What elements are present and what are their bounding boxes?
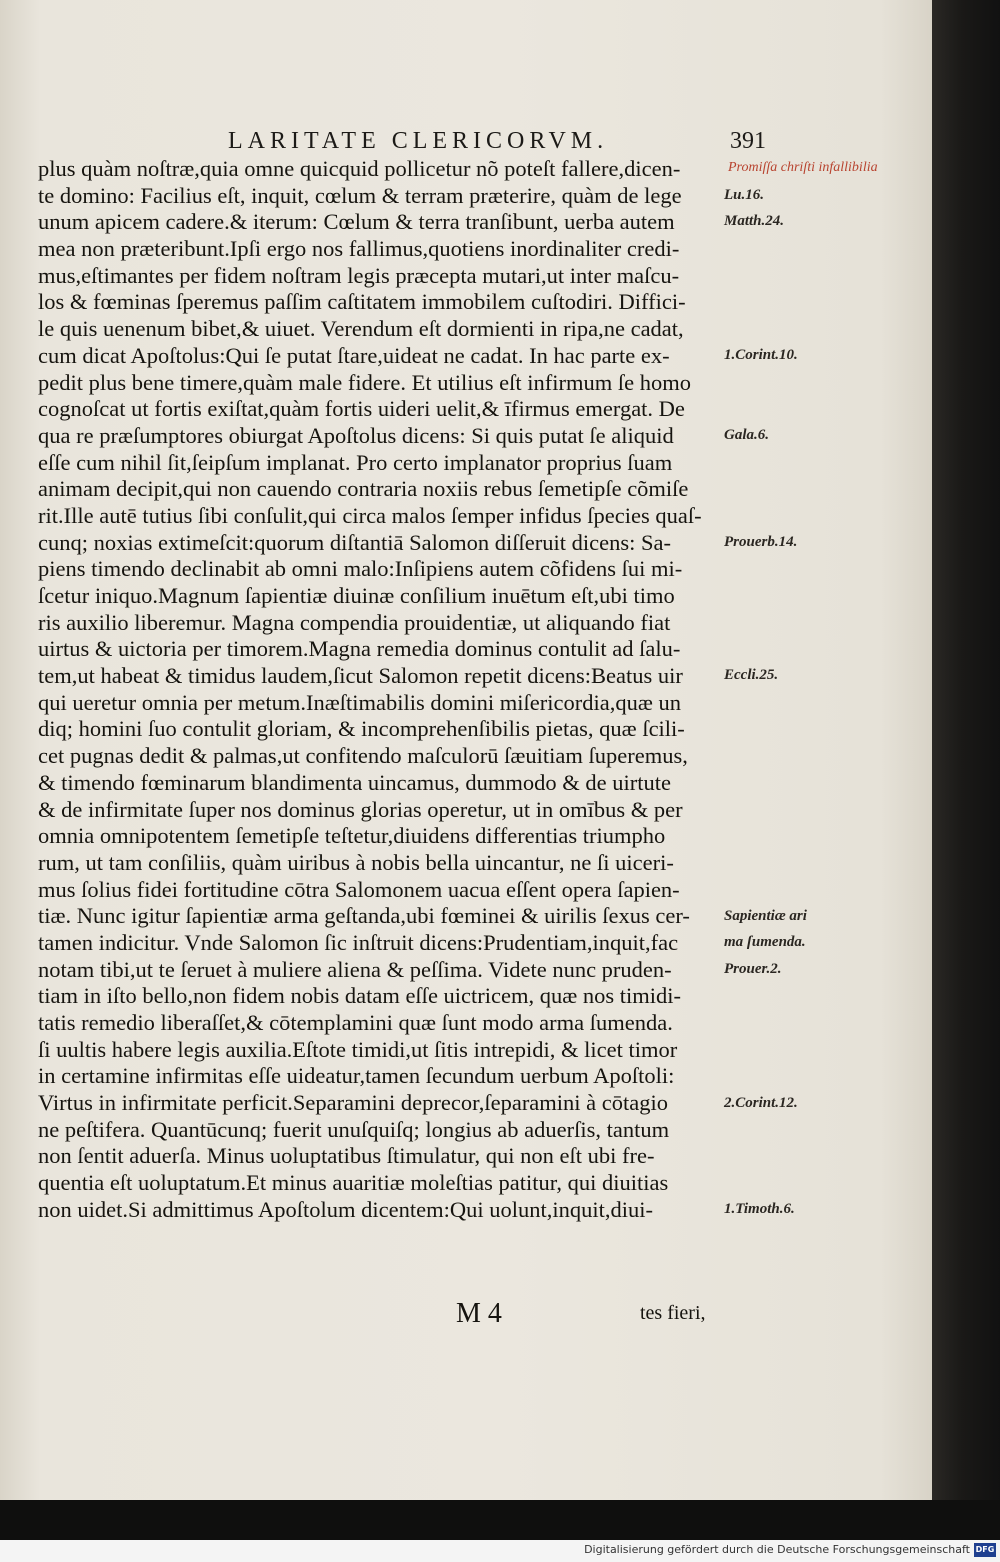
text-line: diq; homini ſuo contulit gloriam, & incomprehenſibilis pietas, quæ ſcili- [38, 716, 685, 742]
margin-note: Prouer.2. [724, 961, 782, 977]
text-line: cognoſcat ut fortis exiſtat,quàm fortis uideri uelit,& īfirmus emergat. De [38, 396, 685, 422]
catchword: tes fieri, [640, 1302, 706, 1324]
margin-note: 2.Corint.12. [724, 1094, 798, 1111]
text-line: qua re præſumptores obiurgat Apoſtolus dicens: Si quis putat ſe aliquid [38, 422, 674, 448]
book-spine [932, 0, 1000, 1500]
dfg-logo-icon: DFG [974, 1543, 996, 1557]
margin-note: Prouerb.14. [724, 533, 798, 550]
text-line: tamen indicitur. Vnde Salomon ſic inſtruit dicens:Prudentiam,inquit,fac [38, 929, 679, 955]
text-line: qui ueretur omnia per metum.Inæſtimabilis domini miſericordia,quæ un [38, 689, 682, 715]
text-line: Virtus in infirmitate perficit.Separamini deprecor,ſeparamini à cōtagio [38, 1090, 669, 1116]
text-line: plus quàm noſtræ,quia omne quicquid pollicetur nõ poteſt fallere,dicen- [38, 156, 681, 181]
text-line: tem,ut habeat & timidus laudem,ſicut Salomon repetit dicens:Beatus uir [38, 663, 683, 689]
text-line: tiæ. Nunc igitur ſapientiæ arma geſtanda,ubi fœminei & uirilis ſexus cer- [38, 903, 690, 929]
folio-number: 391 [730, 128, 766, 154]
text-line: cet pugnas dedit & palmas,ut confitendo maſculorū ſæuitiam ſuperemus, [38, 743, 688, 769]
footer-bar [0, 1540, 1000, 1562]
text-line: mus ſolius fidei fortitudine cōtra Salomonem uacua eſſent opera ſapien- [38, 876, 680, 902]
text-line: le quis uenenum bibet,& uiuet. Verendum eſt dormienti in ripa,ne cadat, [38, 316, 684, 342]
text-line: cunq; noxias extimeſcit:quorum diſtantiā Salomon diſſeruit dicens: Sa- [38, 529, 672, 555]
text-line: los & fœminas ſperemus paſſim caſtitatem immobilem cuſtodiri. Diffici- [38, 289, 686, 315]
text-line: tatis remedio liberaſſet,& cōtemplamini quæ ſunt modo arma ſumenda. [38, 1010, 673, 1035]
margin-note: Eccli.25. [724, 667, 779, 684]
margin-note: Gala.6. [724, 427, 769, 443]
text-line: notam tibi,ut te ſeruet à muliere aliena & peſſima. Videte nunc pruden- [38, 956, 672, 982]
text-line: rit.Ille autē tutius ſibi conſulit,qui circa malos ſemper infidus ſpecies quaſ- [38, 502, 702, 528]
running-head: LARITATE CLERICORVM. [228, 128, 609, 154]
text-line: & de infirmitate ſuper nos dominus glorias operetur, ut in omībus & per [38, 796, 683, 822]
text-line: mus,eſtimantes per fidem noſtram legis præcepta mutari,ut inter maſcu- [38, 262, 680, 288]
text-line: non ſentit aduerſa. Minus uoluptatibus ſtimulatur, qui non eſt ubi fre- [38, 1143, 655, 1169]
margin-note: ma ſumenda. [724, 934, 806, 951]
margin-note: Lu.16. [724, 186, 765, 203]
text-line: rum, ut tam conſiliis, quàm uiribus à nobis bella uincantur, ne ſi uiceri- [38, 849, 674, 875]
text-line: unum apicem cadere.& iterum: Cœlum & terra tranſibunt, uerba autem [38, 209, 675, 235]
text-line: mea non præteribunt.Ipſi ergo nos fallimus,quotiens inordinaliter credi- [38, 236, 680, 262]
text-line: tiam in iſto bello,non fidem nobis datam eſſe uictricem, quæ nos timidi- [38, 983, 682, 1009]
text-line: ne peſtifera. Quantūcunq; fuerit unuſquiſq; longius ab aduerſis, tantum [38, 1116, 670, 1142]
margin-note: Sapientiæ ari [724, 907, 807, 924]
text-line: piens timendo declinabit ab omni malo:Inſipiens autem cõfidens ſui mi- [38, 556, 683, 582]
text-line: pedit plus bene timere,quàm male fidere. Et utilius eſt infirmum ſe homo [38, 369, 691, 395]
text-line: omnia omnipotentem ſemetipſe teſtetur,diuidens differentias triumpho [38, 823, 666, 849]
footer-credit: Digitalisierung gefördert durch die Deutsche Forschungsgemeinschaft [584, 1543, 970, 1556]
text-line: eſſe cum nihil ſit,ſeipſum implanat. Pro certo implanator proprius ſuam [38, 449, 673, 475]
handwritten-annotation: Promiſſa chriſti infallibilia [728, 160, 878, 175]
text-line: animam decipit,qui non cauendo contraria noxiis rebus ſemetipſe cõmiſe [38, 476, 689, 502]
text-line: non uidet.Si admittimus Apoſtolum dicentem:Qui uolunt,inquit,diui- [38, 1196, 653, 1222]
text-line: & timendo fœminarum blandimenta uincamus, dummodo & de uirtute [38, 769, 672, 795]
text-line: in certamine infirmitas eſſe uideatur,tamen ſecundum uerbum Apoſtoli: [38, 1063, 675, 1089]
margin-note: 1.Timoth.6. [724, 1201, 795, 1218]
signature-mark: M 4 [456, 1298, 502, 1329]
text-line: te domino: Facilius eſt, inquit, cœlum & terram præterire, quàm de lege [38, 182, 682, 208]
text-line: ſcetur iniquo.Magnum ſapientiæ diuinæ conſilium inuētum eſt,ubi timo [38, 583, 675, 608]
body-text [38, 156, 718, 1224]
text-line: ſi uultis habere legis auxilia.Eſtote timidi,ut ſitis intrepidi, & licet timor [38, 1036, 678, 1062]
margin-notes [724, 0, 924, 1500]
text-line: ris auxilio liberemur. Magna compendia prouidentiæ, ut aliquando fiat [38, 609, 671, 635]
margin-note: 1.Corint.10. [724, 346, 798, 363]
text-line: cum dicat Apoſtolus:Qui ſe putat ſtare,uideat ne cadat. In hac parte ex- [38, 342, 670, 368]
margin-note: Matth.24. [724, 213, 785, 230]
text-line: quentia eſt uoluptatum.Et minus auaritiæ moleſtias patitur, qui diuitias [38, 1170, 669, 1196]
text-line: uirtus & uictoria per timorem.Magna remedia dominus contulit ad ſalu- [38, 636, 681, 662]
